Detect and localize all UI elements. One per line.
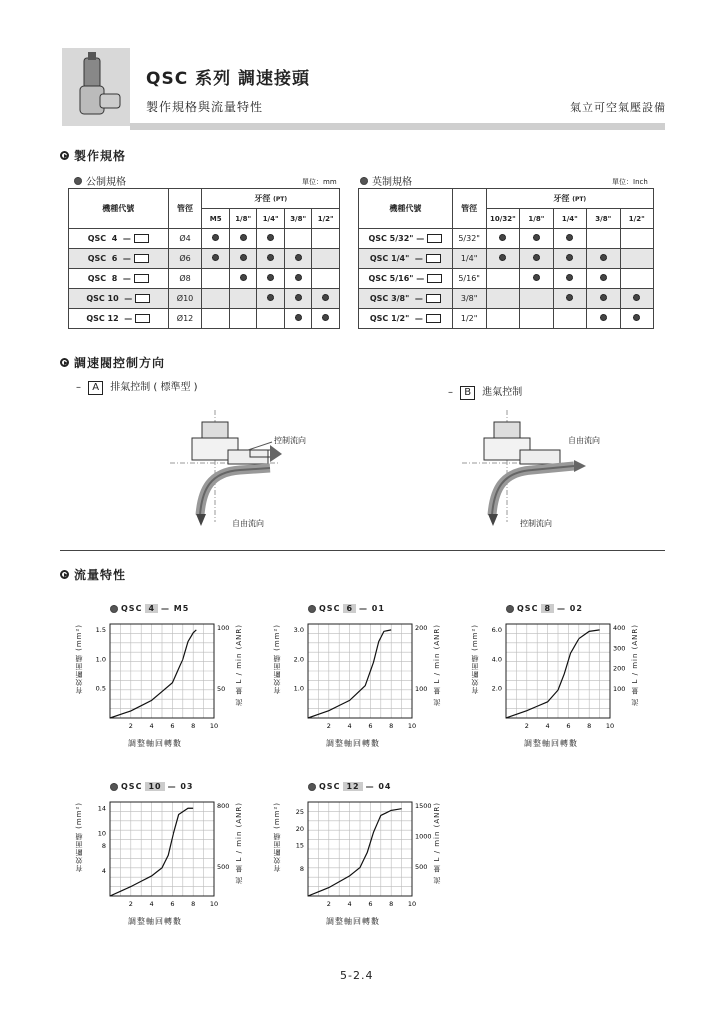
available-mark-icon [600,294,607,301]
x-tick-label: 4 [347,900,352,908]
chart-plot [476,618,656,743]
availability-cell [229,249,257,269]
model-code: QSC 10 — [86,294,133,303]
model-code: QSC 1/4" — [369,254,423,263]
col-model-header: 機種代號 [69,189,169,229]
option-a-code: A [88,381,103,395]
availability-cell [620,309,654,329]
col-tube-header: 管徑 [452,189,486,229]
x-tick-label: 2 [326,900,331,908]
available-mark-icon [322,314,329,321]
x-tick-label: 10 [407,722,417,730]
x-tick-label: 8 [389,900,394,908]
thread-size-header: 3/8" [284,209,312,229]
spec-section-heading [60,147,126,164]
model-cell [69,229,169,249]
y-tick-label-right: 100 [415,685,428,694]
thread-title: 牙徑 [553,194,570,203]
available-mark-icon [295,254,302,261]
available-mark-icon [295,294,302,301]
chart-title-prefix: QSC [121,782,143,791]
available-mark-icon [566,294,573,301]
y-tick-label-right: 50 [217,685,226,694]
gear-icon [110,783,118,791]
availability-cell [284,289,312,309]
x-tick-label: 8 [191,900,196,908]
gear-icon [110,605,118,613]
model-code: QSC 5/32" — [368,234,425,243]
flow-section-heading [60,566,126,583]
blank-box [427,274,442,283]
y-tick-label-right: 100 [217,624,230,632]
y-tick-label-left: 6.0 [491,625,502,634]
chart-title-prefix: QSC [121,604,143,613]
model-cell [69,269,169,289]
thread-size-header: M5 [202,209,229,229]
tube-cell: Ø4 [168,229,202,249]
table-row [359,229,654,249]
available-mark-icon [633,314,640,321]
availability-cell [229,289,257,309]
availability-cell [257,229,285,249]
gear-icon [74,177,82,185]
y-tick-label-left: 2.0 [293,655,304,664]
available-mark-icon [267,294,274,301]
col-tube-header: 管徑 [168,189,202,229]
x-tick-label: 6 [170,900,175,908]
gear-icon [506,605,514,613]
y-tick-label-left: 25 [295,808,304,817]
option-b [448,383,522,400]
x-tick-label: 4 [545,722,550,730]
x-tick-label: 6 [368,900,373,908]
inch-label [360,173,412,188]
availability-cell [202,229,229,249]
table-row [359,249,654,269]
available-mark-icon [267,234,274,241]
model-cell [69,249,169,269]
chart-title-size: 8 [541,604,554,613]
model-cell [359,249,453,269]
metric-label-text: 公制規格 [86,177,126,188]
availability-cell [520,229,553,249]
availability-cell [587,269,620,289]
x-tick-label: 8 [587,722,592,730]
availability-cell [486,269,520,289]
option-b-text: 進氣控制 [482,387,523,398]
col-thread-header [202,189,340,209]
availability-cell [257,269,285,289]
blank-box [426,254,441,263]
diagram-a-top-label: 控制流向 [274,436,306,445]
metric-spec-table [68,188,340,329]
thread-size-header: 1/4" [257,209,285,229]
table-row [69,229,340,249]
chart-plot [278,618,458,743]
y-axis-label-left: 有效斷面積 (mm²) [75,802,83,873]
available-mark-icon [267,274,274,281]
flow-chart [273,604,458,754]
thread-size-header: 1/4" [553,209,586,229]
x-tick-label: 2 [128,900,133,908]
tube-cell: Ø8 [168,269,202,289]
chart-title-prefix: QSC [319,782,341,791]
blank-box [426,294,441,303]
x-tick-label: 8 [389,722,394,730]
chart-title-size: 6 [343,604,356,613]
x-axis-label: 調整軸回轉數 [326,739,380,748]
diagram-a-bottom-label: 自由流向 [232,519,264,528]
chart-title-size: 10 [145,782,164,791]
availability-cell [553,289,586,309]
availability-cell [312,289,340,309]
metric-unit: 單位：mm [302,178,337,186]
fitting-icon [62,48,130,126]
chart-title [110,604,189,613]
availability-cell [284,249,312,269]
model-code: QSC 12 — [86,314,133,323]
page-subtitle: 製作規格與流量特性 [146,100,264,114]
table-row [69,289,340,309]
table-row [359,269,654,289]
x-tick-label: 2 [524,722,529,730]
availability-cell [229,309,257,329]
chart-title-suffix: — M5 [161,604,190,613]
availability-cell [486,249,520,269]
y-tick-label-right: 500 [415,863,428,872]
y-axis-label-right: 流 量 L / min (ANR) [631,624,639,706]
availability-cell [620,249,654,269]
available-mark-icon [267,254,274,261]
direction-section-heading [60,354,165,371]
inch-label-text: 英制規格 [372,177,412,188]
availability-cell [520,289,553,309]
availability-cell [486,289,520,309]
available-mark-icon [240,274,247,281]
availability-cell [553,309,586,329]
y-tick-label-left: 3.0 [293,625,304,634]
chart-plot [80,796,260,921]
y-tick-label-left: 0.5 [95,684,106,693]
availability-cell [202,289,229,309]
availability-cell [312,269,340,289]
col-model-header: 機種代號 [359,189,453,229]
available-mark-icon [212,234,219,241]
model-cell [69,309,169,329]
availability-cell [312,229,340,249]
available-mark-icon [600,254,607,261]
availability-cell [257,309,285,329]
chart-title-suffix: — 01 [359,604,385,613]
table-row [69,269,340,289]
thread-size-header: 10/32" [486,209,520,229]
y-tick-label-right: 500 [217,863,230,872]
blank-box [134,234,149,243]
y-tick-label-right: 200 [415,624,428,632]
y-tick-label-left: 1.0 [293,684,304,693]
y-axis-label-right: 流 量 L / min (ANR) [235,802,243,884]
y-tick-label-right: 1000 [415,832,432,841]
diagram-b [462,410,632,535]
available-mark-icon [600,274,607,281]
model-cell [359,289,453,309]
y-axis-label-right: 流 量 L / min (ANR) [433,802,441,884]
available-mark-icon [212,254,219,261]
inch-spec-table [358,188,654,329]
availability-cell [229,229,257,249]
tube-cell: 5/16" [452,269,486,289]
table-row [359,289,654,309]
availability-cell [229,269,257,289]
blank-box [427,234,442,243]
blank-box [426,314,441,323]
thread-title: 牙徑 [254,194,271,203]
y-tick-label-left: 1.5 [95,625,106,634]
availability-cell [553,269,586,289]
table-row [69,309,340,329]
diagram-b-bottom-label: 控制流向 [520,519,552,528]
x-tick-label: 10 [209,722,219,730]
section-title: 流量特性 [74,568,127,582]
availability-cell [284,229,312,249]
availability-cell [620,289,654,309]
section-title: 製作規格 [74,149,127,163]
thread-size-header: 1/8" [520,209,553,229]
x-tick-label: 10 [209,900,219,908]
tube-cell: 5/32" [452,229,486,249]
y-tick-label-right: 300 [613,644,626,653]
gear-icon [308,783,316,791]
y-tick-label-left: 14 [97,804,106,813]
availability-cell [312,249,340,269]
metric-label [74,173,126,188]
x-tick-label: 6 [566,722,571,730]
chart-title-size: 12 [343,782,362,791]
blank-box [134,274,149,283]
y-tick-label-left: 1.0 [95,655,106,664]
availability-cell [284,269,312,289]
x-tick-label: 2 [128,722,133,730]
x-tick-label: 10 [407,900,417,908]
model-code: QSC 8 — [87,274,131,283]
thread-pt: (PT) [572,196,587,203]
tube-cell: Ø12 [168,309,202,329]
chart-plot [80,618,260,743]
available-mark-icon [240,234,247,241]
y-tick-label-left: 8 [299,865,304,874]
availability-cell [257,249,285,269]
col-thread-header [486,189,653,209]
tube-cell: 1/4" [452,249,486,269]
y-tick-label-right: 100 [613,685,626,694]
availability-cell [202,249,229,269]
availability-cell [520,249,553,269]
option-a [76,378,198,395]
table-row [69,249,340,269]
y-axis-label-right: 流 量 L / min (ANR) [433,624,441,706]
availability-cell [587,289,620,309]
chart-title [308,604,385,613]
section-bullet-icon [60,358,69,367]
available-mark-icon [295,314,302,321]
chart-title-suffix: — 03 [167,782,194,791]
flow-chart [273,782,458,932]
available-mark-icon [566,254,573,261]
model-code: QSC 4 — [87,234,131,243]
diagram-a [170,410,340,535]
product-image-frame [62,48,130,126]
blank-box [135,314,150,323]
y-tick-label-left: 2.0 [491,684,502,693]
y-axis-label-left: 有效斷面積 (mm²) [273,802,281,873]
available-mark-icon [533,254,540,261]
y-tick-label-right: 200 [613,664,626,673]
gear-icon [360,177,368,185]
availability-cell [486,229,520,249]
y-tick-label-left: 4 [101,866,106,875]
header-bar [130,123,665,130]
x-axis-label: 調整軸回轉數 [524,739,578,748]
y-tick-label-left: 8 [101,841,106,850]
availability-cell [620,269,654,289]
flow-chart [75,604,260,754]
flow-chart [75,782,260,932]
y-tick-label-left: 10 [97,829,106,838]
y-axis-label-left: 有效斷面積 (mm²) [471,624,479,695]
inch-unit: 單位：Inch [612,178,648,186]
chart-plot [278,796,458,921]
chart-title [110,782,194,791]
y-axis-label-left: 有效斷面積 (mm²) [273,624,281,695]
availability-cell [520,309,553,329]
thread-size-header: 1/2" [312,209,340,229]
y-axis-label-right: 流 量 L / min (ANR) [235,624,243,706]
available-mark-icon [600,314,607,321]
model-cell [359,269,453,289]
y-tick-label-left: 20 [295,824,304,833]
x-tick-label: 8 [191,722,196,730]
chart-title-suffix: — 02 [557,604,583,613]
model-code: QSC 6 — [87,254,131,263]
diagram-b-top-label: 自由流向 [568,436,600,445]
availability-cell [587,309,620,329]
option-a-text: 排氣控制 ( 標準型 ) [110,382,198,393]
availability-cell [202,309,229,329]
availability-cell [553,229,586,249]
x-tick-label: 6 [368,722,373,730]
chart-title-size: 4 [145,604,158,613]
model-cell [359,309,453,329]
table-row [359,309,654,329]
model-cell [359,229,453,249]
y-tick-label-right: 1500 [415,802,432,810]
availability-cell [257,289,285,309]
y-axis-label-left: 有效斷面積 (mm²) [75,624,83,695]
tube-cell: 1/2" [452,309,486,329]
page-number: 5-2.4 [340,969,374,982]
x-axis-label: 調整軸回轉數 [128,917,182,926]
available-mark-icon [566,234,573,241]
x-axis-label: 調整軸回轉數 [326,917,380,926]
availability-cell [620,229,654,249]
tube-cell: Ø10 [168,289,202,309]
model-code: QSC 1/2" — [369,314,423,323]
tube-cell: Ø6 [168,249,202,269]
blank-box [134,254,149,263]
availability-cell [520,269,553,289]
availability-cell [284,309,312,329]
x-tick-label: 2 [326,722,331,730]
y-tick-label-left: 15 [295,841,304,850]
available-mark-icon [566,274,573,281]
x-tick-label: 4 [149,722,154,730]
section-title: 調速閥控制方向 [74,356,166,370]
chart-title [506,604,583,613]
section-divider [60,550,665,551]
model-cell [69,289,169,309]
available-mark-icon [533,274,540,281]
y-tick-label-right: 800 [217,802,230,810]
thread-size-header: 1/2" [620,209,654,229]
availability-cell [202,269,229,289]
x-tick-label: 4 [149,900,154,908]
available-mark-icon [633,294,640,301]
thread-pt: (PT) [273,196,288,203]
page-title: QSC 系列 調速接頭 [146,69,311,89]
chart-title-suffix: — 04 [365,782,392,791]
available-mark-icon [533,234,540,241]
availability-cell [553,249,586,269]
chart-title [308,782,392,791]
x-tick-label: 4 [347,722,352,730]
model-code: QSC 5/16" — [368,274,425,283]
tube-cell: 3/8" [452,289,486,309]
y-tick-label-right: 400 [613,624,626,632]
availability-cell [587,249,620,269]
available-mark-icon [295,274,302,281]
option-b-code: B [460,386,475,400]
availability-cell [312,309,340,329]
flow-curve [308,809,402,896]
x-tick-label: 10 [605,722,615,730]
y-tick-label-left: 4.0 [491,655,502,664]
section-bullet-icon [60,151,69,160]
option-a-dash: – [76,382,81,393]
thread-size-header: 3/8" [587,209,620,229]
available-mark-icon [322,294,329,301]
option-b-dash: – [448,387,453,398]
x-axis-label: 調整軸回轉數 [128,739,182,748]
x-tick-label: 6 [170,722,175,730]
available-mark-icon [240,254,247,261]
model-code: QSC 3/8" — [369,294,423,303]
available-mark-icon [499,254,506,261]
flow-chart [471,604,656,754]
blank-box [135,294,150,303]
section-bullet-icon [60,570,69,579]
gear-icon [308,605,316,613]
chart-title-prefix: QSC [517,604,539,613]
available-mark-icon [499,234,506,241]
thread-size-header: 1/8" [229,209,257,229]
availability-cell [486,309,520,329]
brand-label: 氣立可空氣壓設備 [570,101,666,114]
availability-cell [587,229,620,249]
chart-title-prefix: QSC [319,604,341,613]
